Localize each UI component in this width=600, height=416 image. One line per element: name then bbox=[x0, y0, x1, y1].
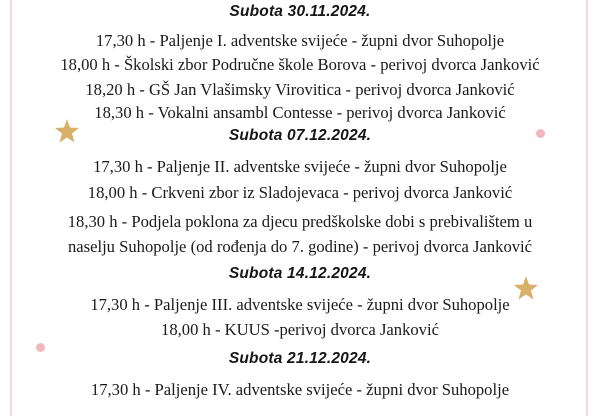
program-item: 17,30 h - Paljenje I. adventske svijeće - župni dvor Suhopolje bbox=[95, 31, 505, 50]
program-item: 17,30 h - Paljenje IV. adventske svijeće - župni dvor Suhopolje bbox=[90, 380, 510, 399]
section-date-heading: Subota 30.11.2024. bbox=[229, 3, 371, 20]
program-item: 18,00 h - KUUS -perivoj dvorca Janković bbox=[161, 320, 439, 339]
section-date-heading: Subota 07.12.2024. bbox=[228, 127, 372, 144]
program-item: 18,00 h - Crkveni zbor iz Sladojevaca - perivoj dvorca Janković bbox=[87, 183, 513, 202]
program-item: 18,00 h - Školski zbor Područne škole Borova - perivoj dvorca Janković bbox=[60, 55, 540, 74]
section-date-heading: Subota 14.12.2024. bbox=[228, 265, 372, 282]
pink-dot-decoration bbox=[536, 129, 545, 138]
pink-dot-decoration bbox=[36, 343, 45, 352]
program-item: 18,30 h - Vokalni ansambl Contesse - perivoj dvorca Janković bbox=[94, 103, 506, 122]
program-item: 17,30 h - Paljenje III. adventske svijeće - župni dvor Suhopolje bbox=[90, 295, 510, 314]
program-item: 17,30 h - Paljenje II. adventske svijeće - župni dvor Suhopolje bbox=[93, 157, 507, 176]
gold-star-icon bbox=[54, 118, 80, 144]
gold-star-icon bbox=[513, 275, 539, 301]
section-date-heading: Subota 21.12.2024. bbox=[228, 350, 372, 367]
program-item: 18,30 h - Podjela poklona za djecu predškolske dobi s prebivalištem u bbox=[67, 212, 533, 231]
program-item: 18,20 h - GŠ Jan Vlašimsky Virovitica - perivoj dvorca Janković bbox=[85, 80, 515, 99]
program-item: naselju Suhopolje (od rođenja do 7. godine) - perivoj dvorca Janković bbox=[67, 237, 533, 256]
